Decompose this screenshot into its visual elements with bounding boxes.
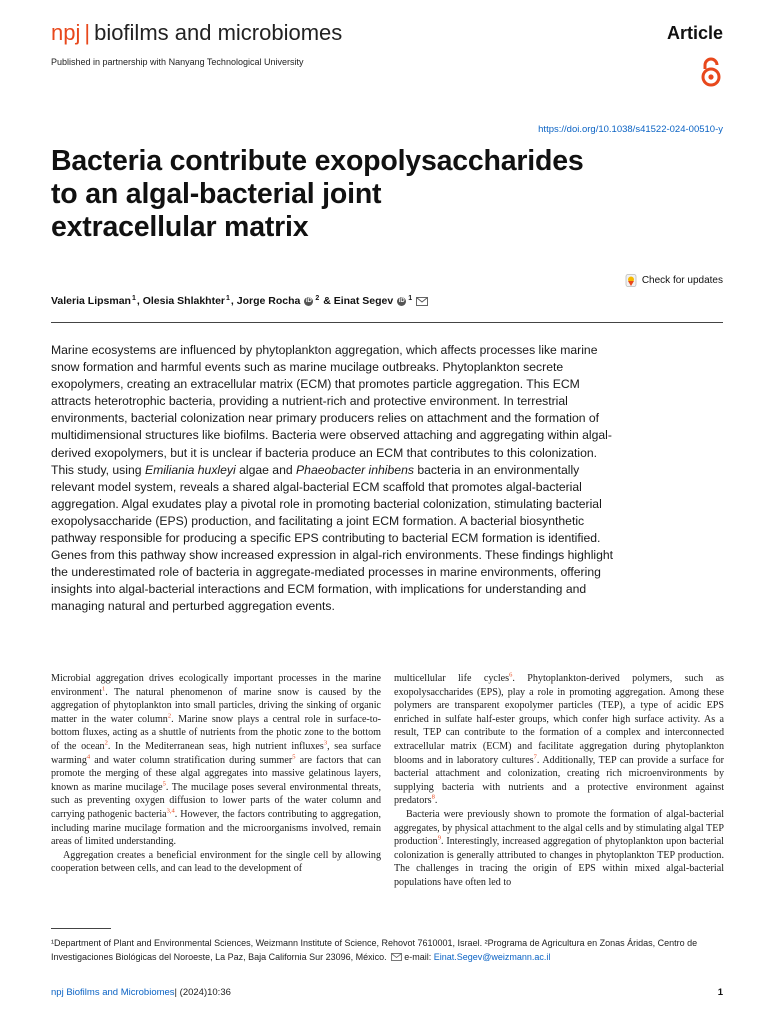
author-name[interactable]: Einat Segev [333, 295, 394, 307]
body-paragraph [394, 672, 724, 808]
page-number: 1 [717, 987, 723, 998]
envelope-icon[interactable] [416, 297, 428, 306]
orcid-icon[interactable]: iD [305, 297, 312, 304]
abstract-text: Marine ecosystems are influenced by phytoplankton aggregation, which affects processes like marine snow formation and harmful events such as marine mucilage outbreaks. Phytoplankton secrete exopolymers, creating an extracellular matrix (ECM) that promotes particle aggregation. This ECM attracts heterotrophic bacteria, providing a nutrient-rich and protective environment. In terrestrial environments, bacterial colonization near primary producers relies on attachment and the formation of multidimensional structures like biofilms. Bacteria were observed attaching and aggregating within algal-derived exopolymers, but it is unclear if bacteria produce an ECM that contributes to this colonization. This study, using [51, 343, 612, 477]
citation-ref[interactable]: 6 [509, 671, 513, 679]
body-paragraph [394, 808, 724, 890]
body-text: . Marine snow plays a central role in surface-to-bottom fluxes, acting as a shuttle of nutrients from the photic zone to the bottom of the ocean [51, 713, 381, 752]
author-name[interactable]: Jorge Rocha [236, 295, 301, 307]
author-separator: , [230, 295, 237, 307]
envelope-icon [391, 953, 402, 961]
body-text: and water column stratification during summer [90, 754, 293, 766]
citation-ref[interactable]: 2 [167, 712, 172, 720]
citation-ref[interactable]: 8 [431, 793, 435, 801]
email-prefix: e-mail: [404, 952, 432, 962]
article-type-label: Article [666, 23, 723, 43]
body-text: . The natural phenomenon of marine snow is caused by the aggregation of phytoplankton into small particles, driving the sinking of organic matter in the water column [51, 686, 381, 725]
footer-citation [51, 987, 231, 998]
body-text: , sea surface warming [51, 740, 381, 766]
journal-separator: | [84, 20, 91, 45]
citation-ref[interactable]: 3,4 [166, 807, 175, 815]
body-text: . [434, 795, 438, 807]
author-affiliation: 1 [226, 294, 230, 302]
footnote-divider [51, 928, 111, 929]
journal-prefix: npj [51, 20, 81, 45]
check-for-updates-button[interactable] [625, 274, 723, 287]
species-name: Phaeobacter inhibens [296, 462, 414, 477]
body-text: . The mucilage poses several environmental threats, such as preventing oxygen diffusion to lower parts of the water column and carrying pathogenic bacteria [51, 781, 381, 820]
author-separator: & [320, 295, 334, 307]
citation-ref[interactable]: 7 [533, 753, 537, 761]
body-text: Bacteria were previously shown to promote the formation of algal-bacterial aggregates, by physical attachment to the algal cells and by stimulating algal TEP production [394, 808, 724, 848]
title-line: extracellular matrix [51, 211, 309, 243]
citation-ref[interactable]: 9 [437, 834, 441, 842]
doi-link[interactable]: https://doi.org/10.1038/s41522-024-00510-y [538, 124, 723, 135]
species-name: Emiliania huxleyi [144, 462, 236, 477]
body-paragraph [51, 672, 381, 849]
corresponding-email-link[interactable]: Einat.Segev@weizmann.ac.il [433, 952, 551, 962]
author-name[interactable]: Valeria Lipsman [51, 295, 131, 307]
affiliations [51, 936, 725, 964]
body-text: . In the Mediterranean seas, high nutrient influxes [107, 740, 324, 752]
citation-ref[interactable]: 3 [323, 739, 328, 747]
citation-ref[interactable]: 5 [162, 780, 166, 788]
author-affiliation: 2 [315, 294, 320, 302]
abstract-text: bacteria in an environmentally relevant model system, reveals a shared algal-bacterial ECM scaffold that promotes algal-bacterial aggregation. Algal exudates play a pivotal role in promoting bacterial colonization, stimulating bacterial exopolysaccharide (EPS) production, and facilitating a joint ECM formation. A bacterial biosynthetic pathway responsible for producing a specific EPS contributing to bacterial ECM formation is identified. Genes from this pathway show increased expression in algal-rich environments. These findings highlight the underestimated role of bacteria in aggregate-mediated processes in marine environments, offering insights into algal-bacterial interactions and ECM formation, with implications for understanding and managing natural and perturbed aggregation events. [51, 462, 614, 614]
author-affiliation: 1 [131, 294, 136, 302]
open-access-icon[interactable] [699, 56, 723, 88]
partnership-note: Published in partnership with Nanyang Technological University [51, 57, 304, 67]
citation-ref[interactable]: 4 [86, 753, 91, 761]
body-text: are factors that can promote the merging of these algal aggregates into massive gelatinous layers, known as marine mucilage [51, 754, 381, 793]
affiliation-text: ¹Department of Plant and Environmental Sciences, Weizmann Institute of Science, Rehovot 7610001, Israel. ²Programa de Agricultura en Zonas Áridas, Centro de Investigaciones Biológicas del Noroeste, La Paz, Baja California Sur 23096, México. [51, 938, 698, 962]
footer-journal-link[interactable]: npj Biofilms and Microbiomes [51, 987, 175, 998]
abstract-text: algae and [235, 462, 297, 477]
body-text: Aggregation creates a beneficial environment for the single cell by allowing cooperation between cells, and can lead to the development of [51, 849, 381, 875]
author-affiliation: 1 [408, 294, 413, 302]
body-text: Microbial aggregation drives ecologically important processes in the marine environment [51, 673, 381, 698]
journal-header [51, 20, 342, 46]
check-updates-icon [625, 274, 637, 287]
citation-ref[interactable]: 1 [102, 685, 106, 693]
body-text: . However, the factors contributing to aggregation, including marine mucilage formation and the microorganisms involved, remain areas of limited understanding. [51, 808, 381, 848]
citation-ref[interactable]: 5 [292, 753, 296, 761]
check-updates-label: Check for updates [641, 275, 723, 286]
body-text: multicellular life cycles [394, 673, 510, 684]
header-divider [51, 322, 723, 323]
author-name[interactable]: Olesia Shlakhter [142, 295, 226, 307]
footer-citation-text: | (2024)10:36 [174, 987, 231, 998]
body-column-left [51, 672, 381, 876]
article-title [51, 145, 731, 244]
orcid-icon[interactable]: iD [398, 297, 405, 304]
body-text: . Interestingly, increased aggregation of phytoplankton upon bacterial colonization is generally attributed to changes in phytoplankton TEP production. The challenges in tracing the origin of EPS within mixed algal-bacterial populations have often led to [394, 836, 724, 888]
journal-name: biofilms and microbiomes [94, 20, 343, 45]
citation-ref[interactable]: 2 [104, 739, 108, 747]
title-line: Bacteria contribute exopolysaccharides [51, 145, 584, 177]
title-line: to an algal-bacterial joint [51, 178, 382, 210]
body-text: . Phytoplankton-derived polymers, such as exopolysaccharides (EPS), play a role in promoting aggregation. Among these polymers are transparent exopolymer particles (TEP), a type of acidic EPS enriched in sulfate half-ester groups, which confer high surface activity. As a result, TEP can contribute to the formation of a complex and interconnected extracellular matrix (ECM) and facilitate aggregation during phytoplankton blooms and in laboratory cultures [394, 673, 724, 766]
abstract [51, 342, 621, 616]
body-paragraph [51, 849, 381, 876]
author-separator: , [136, 295, 143, 307]
author-list [51, 295, 428, 307]
body-column-right [394, 672, 724, 890]
body-text: . Additionally, TEP can provide a surface for bacterial attachment and colonization, creating rich microenvironments by supplying bacteria with nutrients and a protective environment against predators [394, 754, 724, 807]
